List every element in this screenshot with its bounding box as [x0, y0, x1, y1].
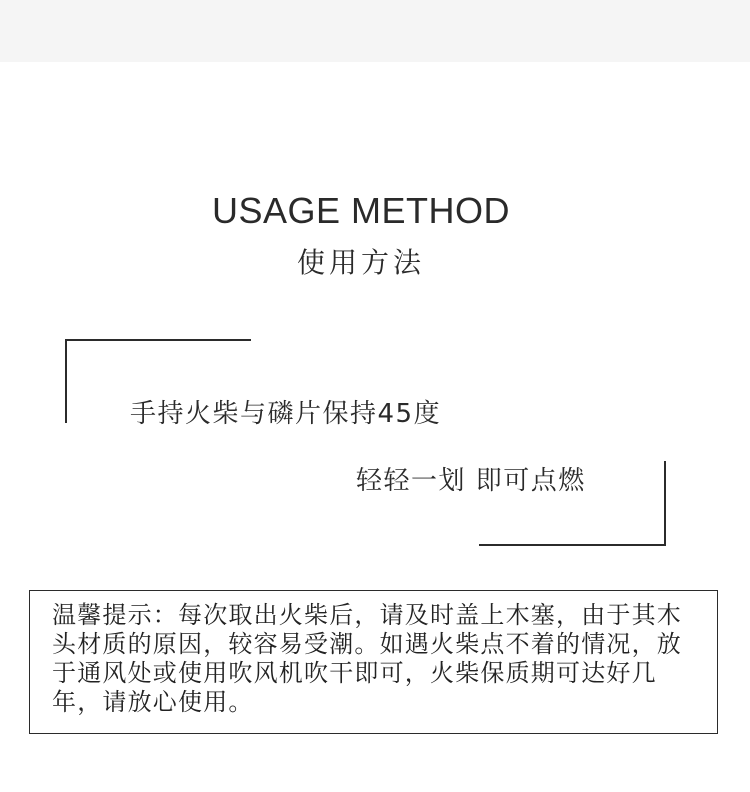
- top-band: [0, 0, 750, 62]
- step-2-text: 轻轻一划 即可点燃: [356, 466, 586, 496]
- step-1-text: 手持火柴与磷片保持45度: [130, 399, 442, 429]
- corner-bracket-bottom-right: [479, 461, 666, 546]
- tip-text: 温馨提示：每次取出火柴后，请及时盖上木塞，由于其木头材质的原因，较容易受潮。如遇火柴点不着的情况，放于通风处或使用吹风机吹干即可，火柴保质期可达好几年，请放心使用。: [52, 601, 682, 716]
- section-title-en: USAGE METHOD: [211, 190, 511, 231]
- section-title-cn: 使用方法: [296, 246, 425, 279]
- tip-box: [29, 590, 718, 734]
